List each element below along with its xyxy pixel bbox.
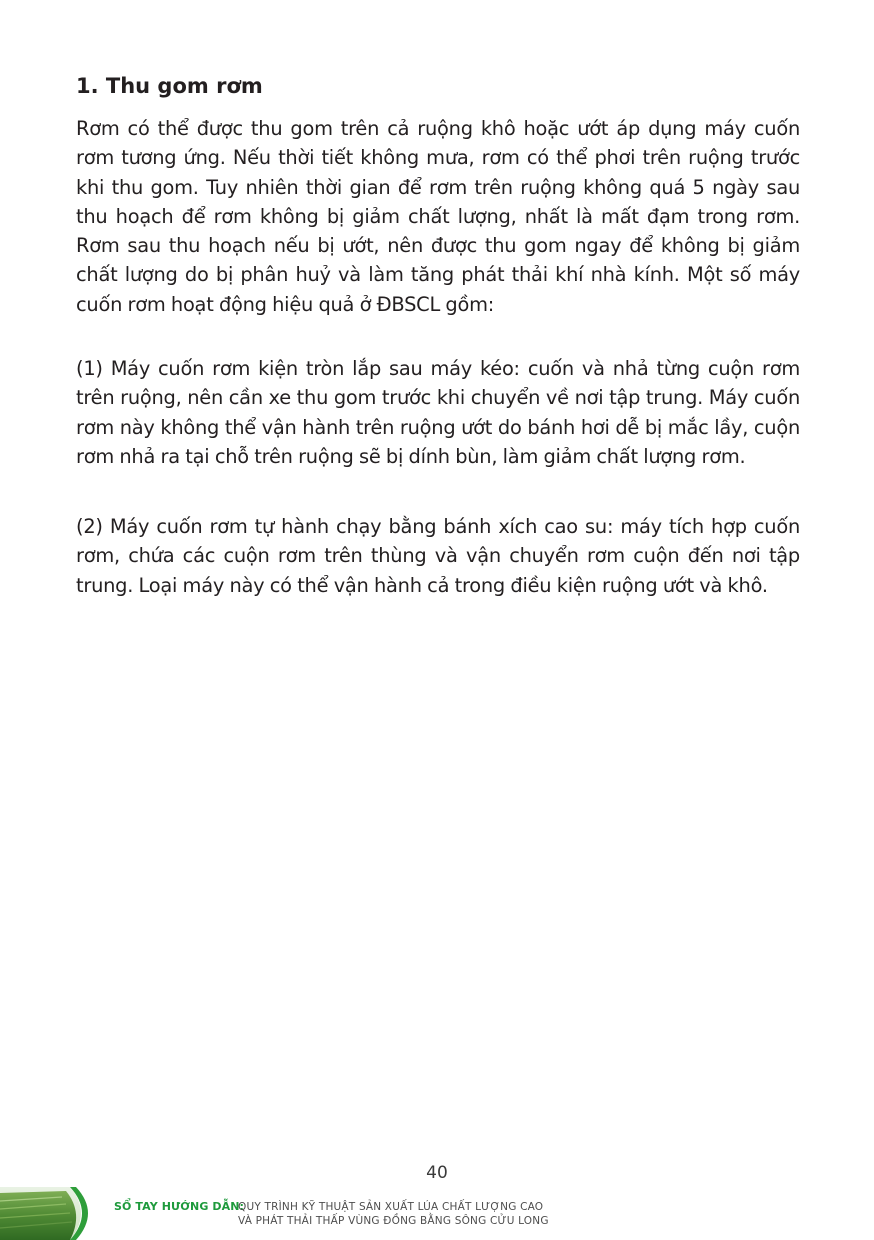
paragraph-intro: Rơm có thể được thu gom trên cả ruộng khô hoặc ướt áp dụng máy cuốn rơm tương ứng. Nếu thời tiết không mưa, rơm có thể phơi trên ruộng trước khi thu gom. Tuy nhiên thời gian để rơm trên ruộng không quá 5 ngày sau thu hoạch để rơm không bị giảm chất lượng, nhất là mất đạm trong rơm. Rơm sau thu hoạch nếu bị ướt, nên được thu gom ngay để không bị giảm chất lượng do bị phân huỷ và làm tăng phát thải khí nhà kính. Một số máy cuốn rơm hoạt động hiệu quả ở ĐBSCL gồm: xyxy=(76,117,800,316)
footer-label: SỔ TAY HƯỚNG DẪN: xyxy=(114,1200,245,1213)
footer-title-line-1: QUY TRÌNH KỸ THUẬT SẢN XUẤT LÚA CHẤT LƯỢNG CAO xyxy=(238,1201,544,1213)
page-number: 40 xyxy=(426,1163,448,1183)
footer xyxy=(0,1187,874,1240)
rice-field-image xyxy=(0,1187,96,1240)
footer-title-line-2: VÀ PHÁT THẢI THẤP VÙNG ĐỒNG BẰNG SÔNG CỬU LONG xyxy=(238,1215,549,1227)
paragraph-machine-2: (2) Máy cuốn rơm tự hành chạy bằng bánh xích cao su: máy tích hợp cuốn rơm, chứa các cuộn rơm trên thùng và vận chuyển rơm cuộn đến nơi tập trung. Loại máy này có thể vận hành cả trong điều kiện ruộng ướt và khô. xyxy=(76,515,800,597)
section-title: 1. Thu gom rơm xyxy=(76,74,263,98)
paragraph-machine-1: (1) Máy cuốn rơm kiện tròn lắp sau máy kéo: cuốn và nhả từng cuộn rơm trên ruộng, nên cần xe thu gom trước khi chuyển về nơi tập trung. Máy cuốn rơm này không thể vận hành trên ruộng ướt do bánh hơi dễ bị mắc lầy, cuộn rơm nhả ra tại chỗ trên ruộng sẽ bị dính bùn, làm giảm chất lượng rơm. xyxy=(76,357,800,468)
